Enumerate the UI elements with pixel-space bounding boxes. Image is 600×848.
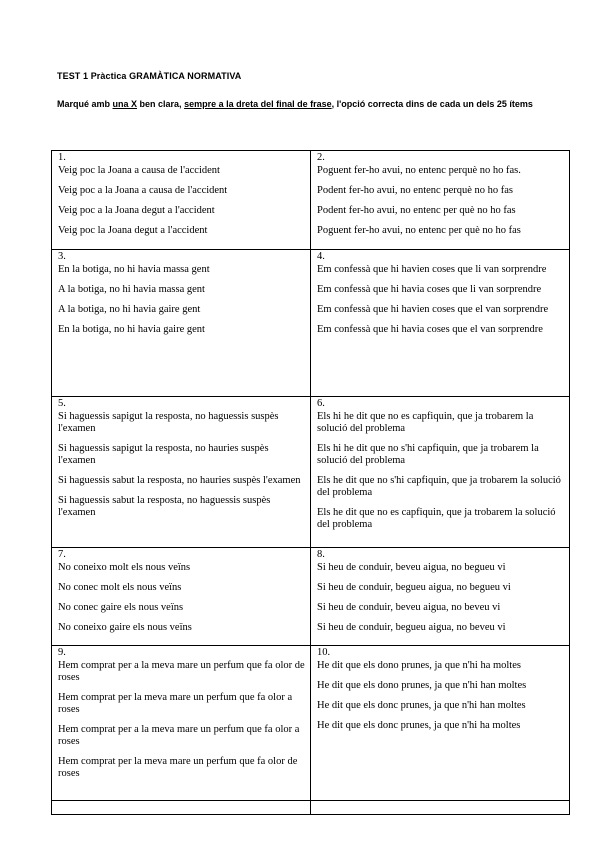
empty-cell [311,801,570,815]
page-title: TEST 1 Pràctica GRAMÀTICA NORMATIVA [57,71,242,81]
item-option[interactable]: No coneixo gaire els nous veïns [58,622,192,633]
item-option[interactable]: Si heu de conduir, beveu aigua, no begueu vi [317,562,506,573]
item-option[interactable]: Veig poc la Joana degut a l'accident [58,225,208,236]
instructions-underline-2: sempre a la dreta del final de frase [184,99,332,109]
item-option[interactable]: Si haguessis sapigut la resposta, no hauries suspès l'examen [58,443,269,466]
test-item-10 [311,646,570,801]
test-item-8 [311,548,570,646]
table-row [52,250,570,397]
item-number: 4. [317,251,325,262]
item-option[interactable]: Si haguessis sabut la resposta, no hauries suspès l'examen [58,475,301,486]
item-number: 2. [317,152,325,163]
item-option[interactable]: Els hi he dit que no s'hi capfiquin, que ja trobarem la solució del problema [317,443,539,466]
test-item-3 [52,250,311,397]
item-option[interactable]: Si haguessis sapigut la resposta, no haguessis suspès l'examen [58,411,279,434]
item-option[interactable]: Si heu de conduir, beveu aigua, no beveu vi [317,602,501,613]
item-option[interactable]: Podent fer-ho avui, no entenc perquè no ho fas [317,185,514,196]
item-option[interactable]: He dit que els dono prunes, ja que n'hi ha moltes [317,660,521,671]
item-option[interactable]: En la botiga, no hi havia gaire gent [58,324,205,335]
item-option[interactable]: En la botiga, no hi havia massa gent [58,264,210,275]
table-row [52,646,570,801]
item-option[interactable]: He dit que els donc prunes, ja que n'hi han moltes [317,700,526,711]
item-number: 8. [317,549,325,560]
item-option[interactable]: No conec molt els nous veïns [58,582,182,593]
item-option[interactable]: Em confessà que hi havia coses que li van sorprendre [317,284,542,295]
item-number: 9. [58,647,66,658]
item-number: 1. [58,152,66,163]
test-item-6 [311,397,570,548]
table-row [52,801,570,815]
item-option[interactable]: Podent fer-ho avui, no entenc per què no ho fas [317,205,516,216]
item-option[interactable]: Veig poc a la Joana a causa de l'accident [58,185,228,196]
test-item-2 [311,151,570,250]
item-option[interactable]: Si heu de conduir, begueu aigua, no beveu vi [317,622,506,633]
test-item-7 [52,548,311,646]
item-option[interactable]: Em confessà que hi havien coses que el van sorprendre [317,304,549,315]
table-row [52,151,570,250]
item-option[interactable]: Hem comprat per la meva mare un perfum que fa olor a roses [58,692,293,715]
test-item-1 [52,151,311,250]
item-option[interactable]: Hem comprat per a la meva mare un perfum que fa olor de roses [58,660,305,683]
item-option[interactable]: Veig poc la Joana a causa de l'accident [58,165,220,176]
item-number: 6. [317,398,325,409]
instructions-text-1: Marqué amb [57,99,113,109]
item-option[interactable]: No coneixo molt els nous veïns [58,562,191,573]
item-option[interactable]: Els he dit que no s'hi capfiquin, que ja trobarem la solució del problema [317,475,561,498]
item-number: 7. [58,549,66,560]
empty-cell [52,801,311,815]
item-option[interactable]: Poguent fer-ho avui, no entenc per què no ho fas [317,225,521,236]
table-row [52,548,570,646]
test-table [51,150,570,815]
item-option[interactable]: Si heu de conduir, begueu aigua, no begueu vi [317,582,511,593]
instructions-text-2: ben clara, [137,99,185,109]
instructions [57,95,557,114]
item-option[interactable]: Hem comprat per la meva mare un perfum que fa olor de roses [58,756,298,779]
item-option[interactable]: A la botiga, no hi havia massa gent [58,284,205,295]
instructions-text-3: , l'opció correcta dins de cada un dels 25 ítems [331,99,533,109]
item-option[interactable]: Els he dit que no es capfiquin, que ja trobarem la solució del problema [317,507,556,530]
item-option[interactable]: Veig poc a la Joana degut a l'accident [58,205,215,216]
table-row [52,397,570,548]
item-option[interactable]: He dit que els dono prunes, ja que n'hi han moltes [317,680,527,691]
item-option[interactable]: Em confessà que hi havien coses que li van sorprendre [317,264,547,275]
item-option[interactable]: Poguent fer-ho avui, no entenc perquè no ho fas. [317,165,521,176]
instructions-underline-1: una X [112,99,138,109]
item-option[interactable]: A la botiga, no hi havia gaire gent [58,304,201,315]
item-option[interactable]: Hem comprat per a la meva mare un perfum que fa olor a roses [58,724,300,747]
test-item-4 [311,250,570,397]
item-number: 5. [58,398,66,409]
item-option[interactable]: No conec gaire els nous veïns [58,602,184,613]
item-option[interactable]: He dit que els donc prunes, ja que n'hi ha moltes [317,720,521,731]
item-option[interactable]: Em confessà que hi havia coses que el van sorprendre [317,324,543,335]
item-option[interactable]: Si haguessis sabut la resposta, no haguessis suspès l'examen [58,495,271,518]
item-number: 10. [317,647,331,658]
test-item-9 [52,646,311,801]
item-option[interactable]: Els hi he dit que no es capfiquin, que ja trobarem la solució del problema [317,411,534,434]
item-number: 3. [58,251,66,262]
test-item-5 [52,397,311,548]
